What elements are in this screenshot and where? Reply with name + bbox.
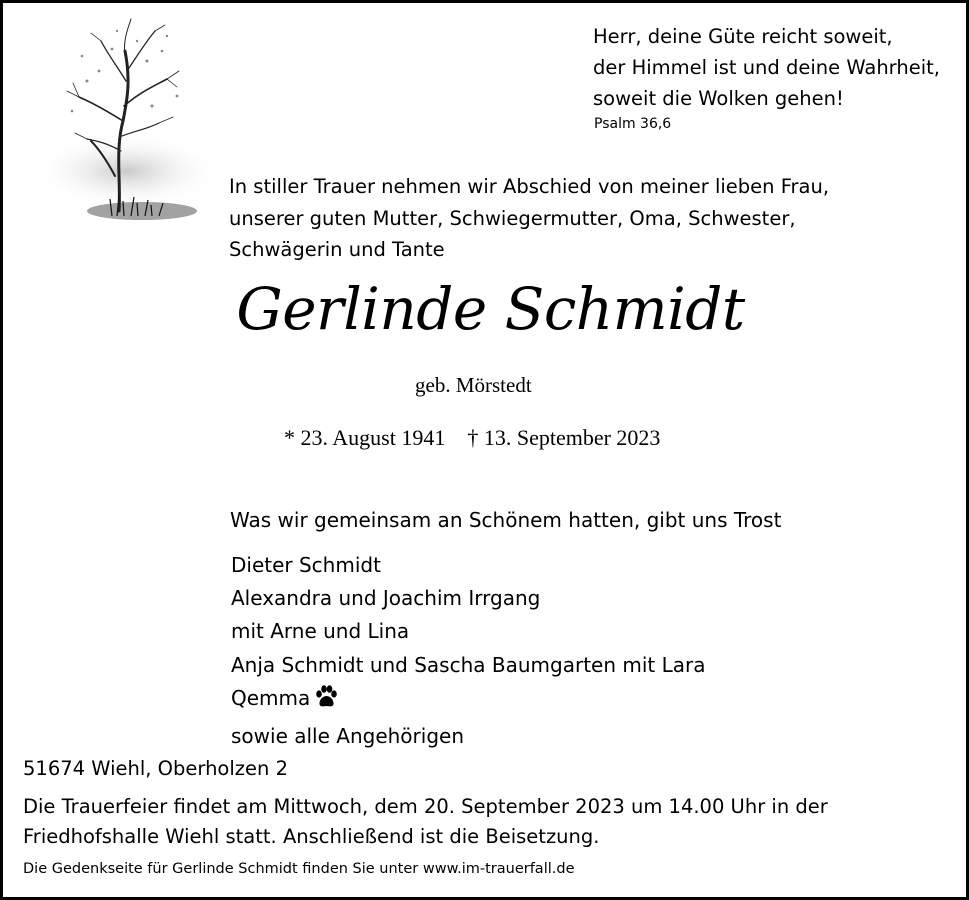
- mourner-pet: [231, 682, 706, 720]
- mourner: Anja Schmidt und Sascha Baumgarten mit Lara: [231, 652, 706, 677]
- deceased-name: Gerlinde Schmidt: [236, 275, 745, 343]
- mourner: sowie alle Angehörigen: [231, 724, 464, 749]
- mourner: Alexandra und Joachim Irrgang: [231, 586, 541, 611]
- psalm-line: Herr, deine Güte reicht soweit,: [593, 25, 893, 48]
- motto: Was wir gemeinsam an Schönem hatten, gibt uns Trost: [230, 508, 782, 532]
- service-line: Friedhofshalle Wiehl statt. Anschließend ist die Beisetzung.: [23, 825, 600, 848]
- life-dates: * 23. August 1941 † 13. September 2023: [284, 425, 661, 450]
- service-line: Die Trauerfeier findet am Mittwoch, dem 20. September 2023 um 14.00 Uhr in der: [23, 795, 828, 818]
- intro-line: In stiller Trauer nehmen wir Abschied von meiner lieben Frau,: [229, 175, 830, 198]
- funeral-service-info: [23, 792, 963, 852]
- mourners-list: [231, 549, 706, 753]
- intro-text: [229, 171, 929, 266]
- mourner: Dieter Schmidt: [231, 553, 381, 577]
- psalm-line: der Himmel ist und deine Wahrheit,: [593, 56, 940, 79]
- tree-illustration: [27, 11, 217, 233]
- birth-name: geb. Mörstedt: [415, 373, 532, 397]
- address: 51674 Wiehl, Oberholzen 2: [23, 757, 288, 780]
- intro-line: unserer guten Mutter, Schwiegermutter, Oma, Schwester,: [229, 206, 796, 230]
- intro-line: Schwägerin und Tante: [229, 238, 445, 261]
- paw-icon: [313, 684, 339, 720]
- mourner: mit Arne und Lina: [231, 619, 410, 644]
- memorial-page-note: Die Gedenkseite für Gerlinde Schmidt finden Sie unter www.im-trauerfall.de: [23, 861, 575, 877]
- psalm-line: soweit die Wolken gehen!: [593, 87, 844, 110]
- psalm-quote: [593, 21, 953, 114]
- psalm-reference: Psalm 36,6: [594, 116, 672, 132]
- pet-name: Qemma: [231, 685, 311, 710]
